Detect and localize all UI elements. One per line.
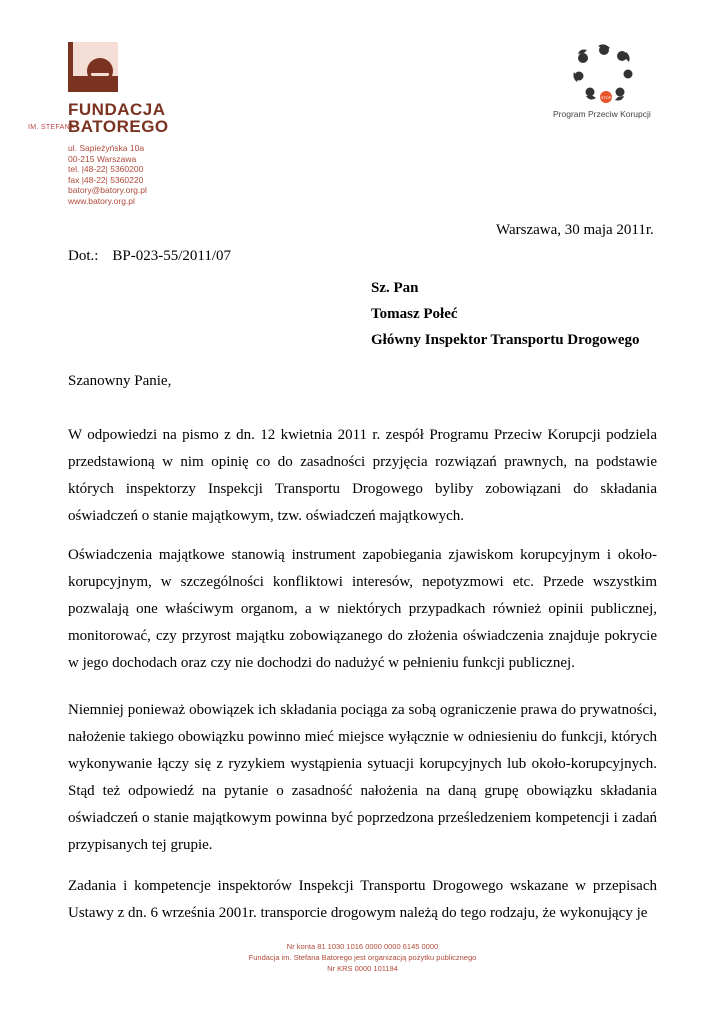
reference-line [68, 248, 231, 265]
footer-bank-account: Nr konta 81 1030 1016 0000 0000 6145 0000 [286, 942, 439, 951]
recipient-block [371, 275, 640, 353]
program-badge-text: STOP [600, 95, 612, 100]
paragraph-4: Zadania i kompetencje inspektorów Inspekcji Transportu Drogowego wskazane w przepisach Ustawy z dn. 6 września 2001r. transporcie drogowym należą do tego rodzaju, że wykonujący je [68, 878, 657, 921]
footer [0, 941, 725, 974]
recipient-title: Główny Inspektor Transportu Drogowego [371, 332, 640, 348]
paragraph-3: Niemniej ponieważ obowiązek ich składania pociąga za sobą ograniczenie prawa do prywatności, nałożenie takiego obowiązku powinno mieć miejsce wyłącznie w odniesieniu do funkcji, których wykonywanie łączy się z ryzykiem wystąpienia sytuacji korupcyjnych lub około-korupcyjnych. Stąd też odpowiedź na pytanie o zasadność nałożenia na daną grupę obowiązku składania oświadczeń o stanie majątkowym powinna być poprzedzona prześledzeniem kompetencji i zadań przypisanych tej grupie. [68, 702, 657, 853]
recipient-name: Tomasz Połeć [371, 306, 458, 322]
org-prefix: IM. STEFANA [28, 124, 75, 131]
org-name-line2: BATOREGO [68, 117, 169, 136]
paragraph-2: Oświadczenia majątkowe stanowią instrument zapobiegania zjawiskom korupcyjnym i około-korupcyjnym, w szczególności konfliktowi interesów, nepotyzmowi etc. Przede wszystkim pozwalają one właściwym organom, a w niektórych przypadkach również opinii publicznej, monitorować, czy przyrost majątku zobowiązanego do złożenia oświadczenia znajduje pokrycie w jego dochodach oraz czy nie dochodzi do nadużyć w pełnieniu funkcji publicznej. [68, 547, 657, 671]
batory-logo-icon [68, 42, 118, 92]
reference-number: BP-023-55/2011/07 [112, 248, 232, 264]
address-city: 00-215 Warszawa [68, 153, 137, 164]
footer-krs-number: Nr KRS 0000 101194 [327, 964, 398, 973]
program-name: Program Przeciw Korupcji [553, 109, 651, 119]
reference-label: Dot.: [68, 248, 99, 264]
paragraph-1: W odpowiedzi na pismo z dn. 12 kwietnia 2011 r. zespół Programu Przeciw Korupcji podziela przedstawioną w nim opinię co do zasadności przyjęcia rozwiązań prawnych, na podstawie których inspektorzy Inspekcji Transportu Drogowego byliby zobowiązani do składania oświadczeń o stanie majątkowym, tzw. oświadczeń majątkowych. [68, 427, 657, 524]
address-phone: tel. |48-22| 5360200 [68, 164, 144, 174]
anti-corruption-program-logo-icon [570, 42, 638, 104]
address-street: ul. Sapieżyńska 10a [68, 143, 145, 153]
greeting: Szanowny Panie, [68, 373, 172, 389]
org-name-line1: FUNDACJA [68, 100, 166, 119]
address-website: www.batory.org.pl [68, 195, 135, 206]
recipient-salutation: Sz. Pan [371, 280, 419, 296]
address-fax: fax |48-22| 5360220 [68, 174, 144, 185]
letter-date: Warszawa, 30 maja 2011r. [496, 222, 654, 238]
address-email: batory@batory.org.pl [68, 185, 147, 195]
footer-public-benefit: Fundacja im. Stefana Batorego jest organizacją pożytku publicznego [248, 953, 477, 962]
contact-address [68, 143, 147, 206]
